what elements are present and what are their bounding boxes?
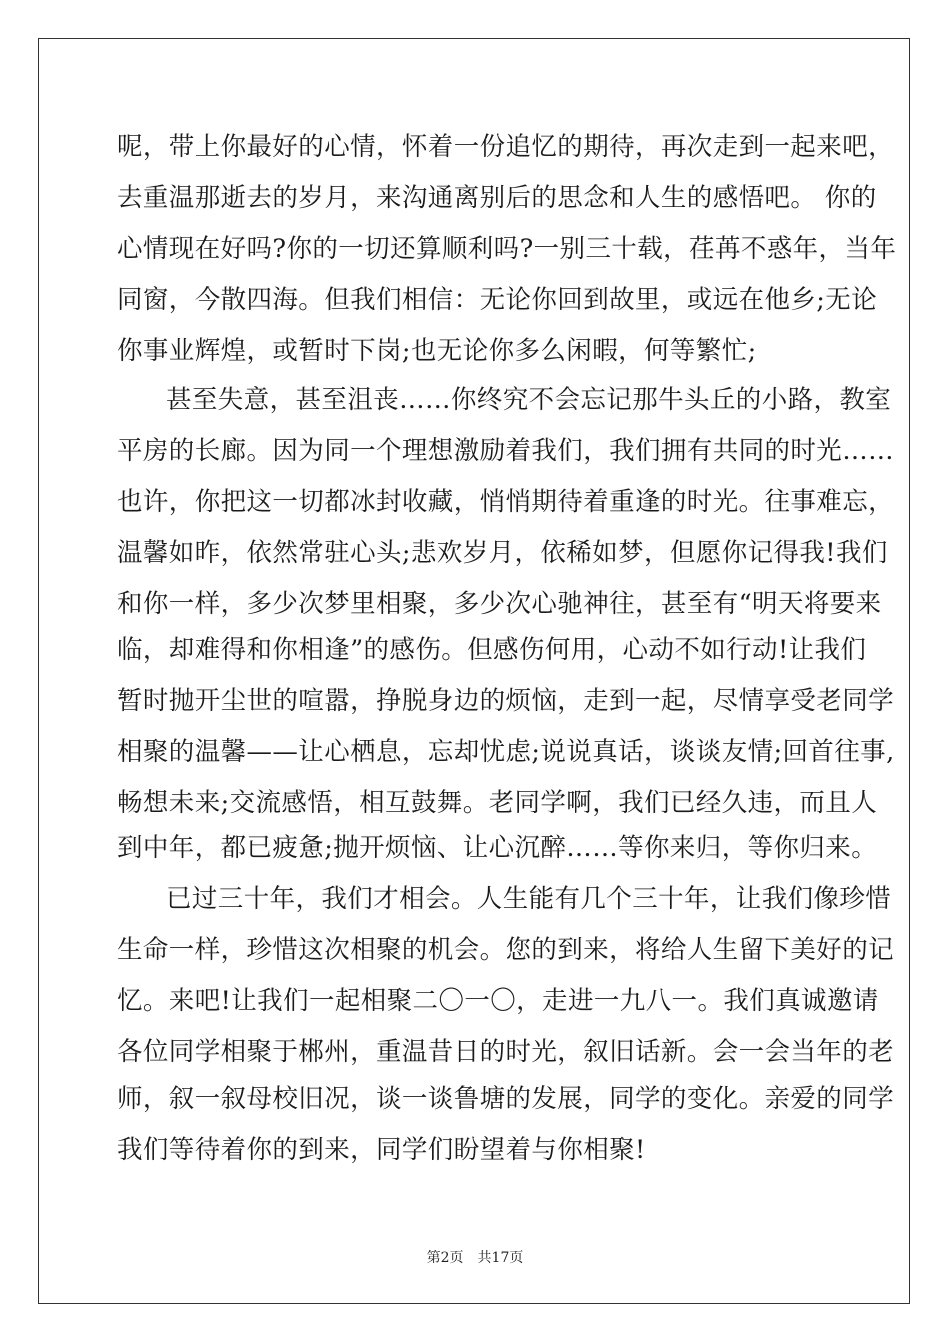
text-line: 相聚的温馨——让心栖息，忘却忧虑;说说真话，谈谈友情;回首往事, — [117, 737, 895, 767]
text-line: 去重温那逝去的岁月，来沟通离别后的思念和人生的感悟吧。 你的 — [117, 183, 877, 213]
page-border — [38, 38, 910, 1304]
text-line: 和你一样，多少次梦里相聚，多少次心驰神往，甚至有“明天将要来 — [117, 589, 882, 619]
page-total: 共17页 — [477, 1250, 524, 1266]
text-line: 已过三十年，我们才相会。人生能有几个三十年，让我们像珍惜 — [166, 884, 892, 914]
text-line: 生命一样，珍惜这次相聚的机会。您的到来，将给人生留下美好的记 — [117, 935, 895, 965]
text-line: 临，却难得和你相逢”的感伤。但感伤何用，心动不如行动!让我们 — [117, 635, 867, 665]
text-line: 也许，你把这一切都冰封收藏，悄悄期待着重逢的时光。往事难忘， — [117, 487, 895, 517]
text-line: 温馨如昨，依然常驻心头;悲欢岁月，依稀如梦，但愿你记得我!我们 — [117, 538, 888, 568]
text-line: 呢，带上你最好的心情，怀着一份追忆的期待，再次走到一起来吧， — [117, 132, 895, 162]
text-line: 各位同学相聚于郴州，重温昔日的时光，叙旧话新。会一会当年的老 — [117, 1037, 895, 1067]
text-line: 心情现在好吗?你的一切还算顺利吗?一别三十载，荏苒不惑年，当年 — [117, 234, 897, 264]
text-line: 到中年，都已疲惫;抛开烦恼、让心沉醉……等你来归，等你归来。 — [117, 833, 878, 863]
text-line: 平房的长廊。因为同一个理想激励着我们，我们拥有共同的时光…… — [117, 436, 895, 466]
text-line: 暂时抛开尘世的喧嚣，挣脱身边的烦恼，走到一起，尽情享受老同学 — [117, 686, 895, 716]
text-line: 同窗，今散四海。但我们相信：无论你回到故里，或远在他乡;无论 — [117, 285, 878, 315]
text-line: 甚至失意，甚至沮丧……你终究不会忘记那牛头丘的小路，教室 — [166, 385, 892, 415]
text-line: 师，叙一叙母校旧况，谈一谈鲁塘的发展，同学的变化。亲爱的同学 — [117, 1084, 895, 1114]
text-line: 畅想未来;交流感悟，相互鼓舞。老同学啊，我们已经久违，而且人 — [117, 788, 878, 818]
text-line: 你事业辉煌，或暂时下岗;也无论你多么闲暇，何等繁忙; — [117, 336, 757, 366]
text-line: 我们等待着你的到来，同学们盼望着与你相聚! — [117, 1135, 646, 1165]
page-footer — [0, 1247, 950, 1267]
page-number: 第2页 — [426, 1250, 464, 1266]
text-line: 忆。来吧!让我们一起相聚二〇一〇，走进一九八一。我们真诚邀请 — [117, 986, 879, 1016]
